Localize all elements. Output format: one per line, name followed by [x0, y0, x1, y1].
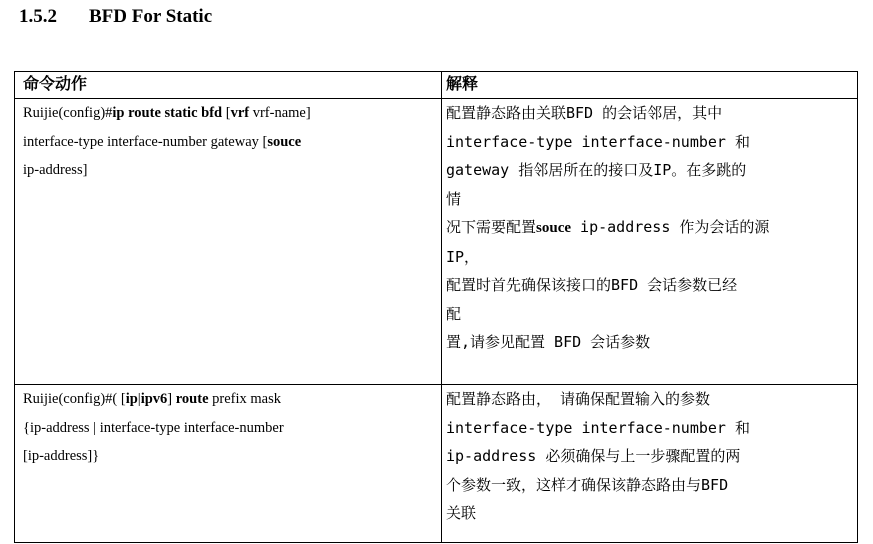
keyword: ip route static bfd	[112, 105, 223, 121]
section-title: BFD For Static	[89, 6, 213, 27]
text: |	[137, 391, 141, 407]
explain-line: gateway 指邻居所在的接口及IP。在多跳的	[446, 161, 747, 179]
section-heading	[19, 6, 212, 28]
explain-line: 关联	[446, 504, 477, 522]
command-line	[23, 99, 441, 128]
command-cell	[15, 99, 442, 385]
explain-cell	[442, 385, 858, 543]
explain-line: 置,请参见配置 BFD 会话参数	[446, 333, 651, 351]
command-line: {ip-address | interface-type interface-number	[23, 419, 284, 436]
keyword: ipv6	[140, 391, 168, 407]
explain-line: 配置时首先确保该接口的BFD 会话参数已经	[446, 276, 738, 294]
text: Ruijie(config)#	[23, 105, 113, 121]
command-table	[14, 71, 858, 543]
command-line: [ip-address]}	[23, 448, 100, 464]
explain-line: 情	[446, 189, 462, 208]
explain-line: 配置静态路由， 请确保配置输入的参数	[446, 390, 711, 408]
text: interface-type interface-number gateway [	[23, 133, 268, 150]
text: prefix mask	[208, 391, 281, 407]
command-line: ip-address]	[23, 162, 88, 178]
keyword: souce	[536, 220, 572, 236]
table-row	[15, 385, 858, 543]
keyword: souce	[267, 133, 302, 150]
text: vrf-name]	[249, 105, 311, 121]
explain-line: 配	[446, 304, 462, 323]
keyword: route	[175, 391, 209, 407]
keyword: vrf	[230, 105, 250, 121]
explain-cell	[442, 99, 858, 385]
section-number: 1.5.2	[19, 6, 57, 27]
explain-line	[446, 213, 857, 243]
command-line	[23, 128, 441, 157]
explain-line: 个参数一致，这样才确保该静态路由与BFD	[446, 475, 729, 494]
table-row	[15, 99, 858, 385]
explain-line: 配置静态路由关联BFD 的会话邻居，其中	[446, 104, 723, 122]
command-cell	[15, 385, 442, 543]
header-explain: 解释	[442, 72, 858, 99]
header-command: 命令动作	[15, 72, 442, 99]
explain-line: interface-type interface-number 和	[446, 132, 750, 151]
table-header-row	[15, 72, 858, 99]
explain-line: IP，	[446, 247, 480, 266]
command-line	[23, 385, 441, 414]
text: Ruijie(config)#( [	[23, 391, 126, 407]
keyword: ip	[125, 391, 138, 407]
explain-line: ip-address 必须确保与上一步骤配置的两	[446, 447, 741, 465]
text: ]	[167, 391, 176, 407]
text: ip-address 作为会话的源	[571, 218, 770, 236]
explain-line: interface-type interface-number 和	[446, 418, 750, 437]
text: 况下需要配置	[446, 218, 537, 236]
text: [	[222, 105, 231, 121]
